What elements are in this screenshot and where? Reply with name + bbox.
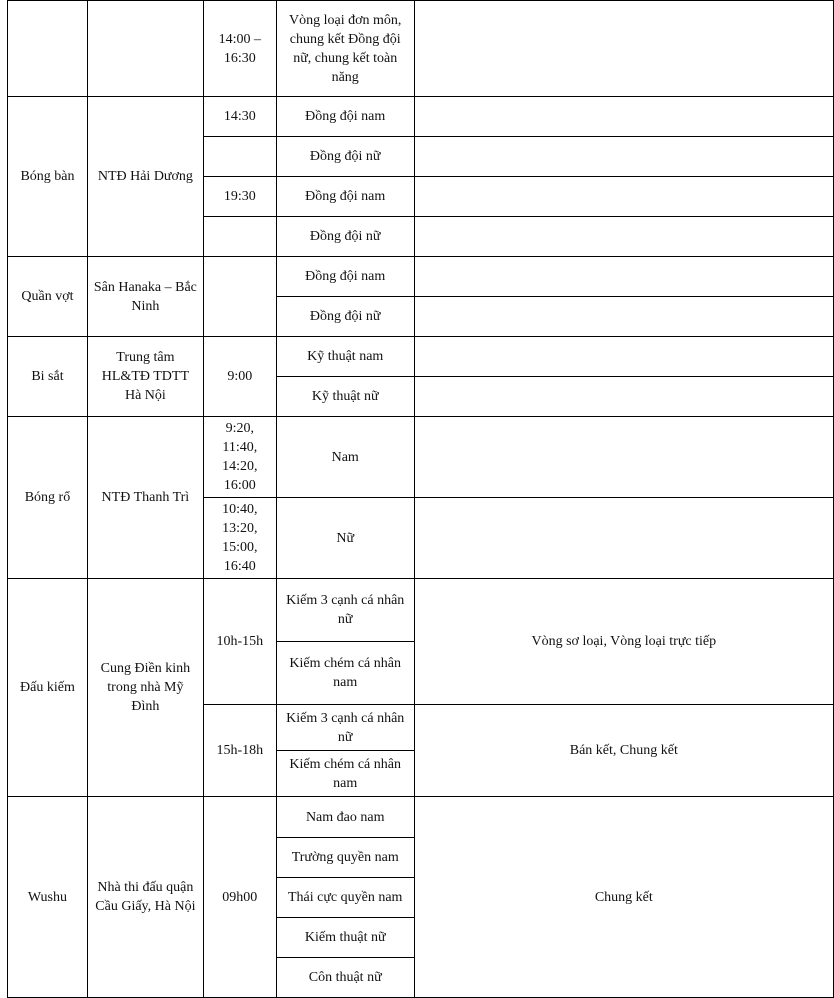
schedule-table [7,0,834,998]
venue-cell: Nhà thi đấu quận Cầu Giấy, Hà Nội [87,797,203,998]
venue-cell [87,1,203,97]
table-row [8,579,834,642]
time-cell: 9:20, 11:40, 14:20, 16:00 [203,417,276,498]
venue-cell: NTĐ Hải Dương [87,97,203,257]
table-row [8,337,834,377]
time-cell: 14:00 – 16:30 [203,1,276,97]
time-cell: 14:30 [203,97,276,137]
event-cell: Đồng đội nam [276,257,414,297]
note-cell [414,337,833,377]
sport-cell: Bóng bàn [8,97,88,257]
note-cell [414,137,833,177]
event-cell: Đồng đội nữ [276,217,414,257]
event-cell: Vòng loại đơn môn, chung kết Đồng đội nữ, chung kết toàn năng [276,1,414,97]
event-cell: Kỹ thuật nam [276,337,414,377]
event-cell: Nam [276,417,414,498]
venue-cell: Cung Điền kinh trong nhà Mỹ Đình [87,579,203,797]
note-cell [414,1,833,97]
time-cell: 19:30 [203,177,276,217]
event-cell: Nam đao nam [276,797,414,838]
event-cell: Thái cực quyền nam [276,878,414,918]
note-cell [414,498,833,579]
event-cell: Kiếm chém cá nhân nam [276,751,414,797]
sport-cell: Đấu kiếm [8,579,88,797]
event-cell: Đồng đội nữ [276,297,414,337]
note-cell: Chung kết [414,797,833,998]
time-cell [203,257,276,337]
sport-cell: Wushu [8,797,88,998]
note-cell [414,377,833,417]
time-cell: 10h-15h [203,579,276,705]
note-cell: Bán kết, Chung kết [414,705,833,797]
event-cell: Đồng đội nam [276,177,414,217]
time-cell [203,217,276,257]
event-cell: Kiếm 3 cạnh cá nhân nữ [276,705,414,751]
event-cell: Côn thuật nữ [276,958,414,998]
event-cell: Kiếm 3 cạnh cá nhân nữ [276,579,414,642]
event-cell: Nữ [276,498,414,579]
note-cell: Vòng sơ loại, Vòng loại trực tiếp [414,579,833,705]
time-cell: 10:40, 13:20, 15:00, 16:40 [203,498,276,579]
table-row [8,257,834,297]
time-cell: 9:00 [203,337,276,417]
sport-cell: Quần vợt [8,257,88,337]
venue-cell: Trung tâm HL&TĐ TDTT Hà Nội [87,337,203,417]
note-cell [414,417,833,498]
event-cell: Trường quyền nam [276,838,414,878]
event-cell: Kiếm chém cá nhân nam [276,642,414,705]
venue-cell: NTĐ Thanh Trì [87,417,203,579]
note-cell [414,177,833,217]
event-cell: Đồng đội nữ [276,137,414,177]
note-cell [414,97,833,137]
time-cell: 15h-18h [203,705,276,797]
event-cell: Kỹ thuật nữ [276,377,414,417]
note-cell [414,217,833,257]
sport-cell [8,1,88,97]
time-cell [203,137,276,177]
time-cell: 09h00 [203,797,276,998]
note-cell [414,257,833,297]
note-cell [414,297,833,337]
table-row [8,1,834,97]
table-row [8,97,834,137]
event-cell: Kiếm thuật nữ [276,918,414,958]
sport-cell: Bóng rổ [8,417,88,579]
table-row [8,417,834,498]
venue-cell: Sân Hanaka – Bắc Ninh [87,257,203,337]
table-row [8,797,834,838]
sport-cell: Bi sắt [8,337,88,417]
event-cell: Đồng đội nam [276,97,414,137]
